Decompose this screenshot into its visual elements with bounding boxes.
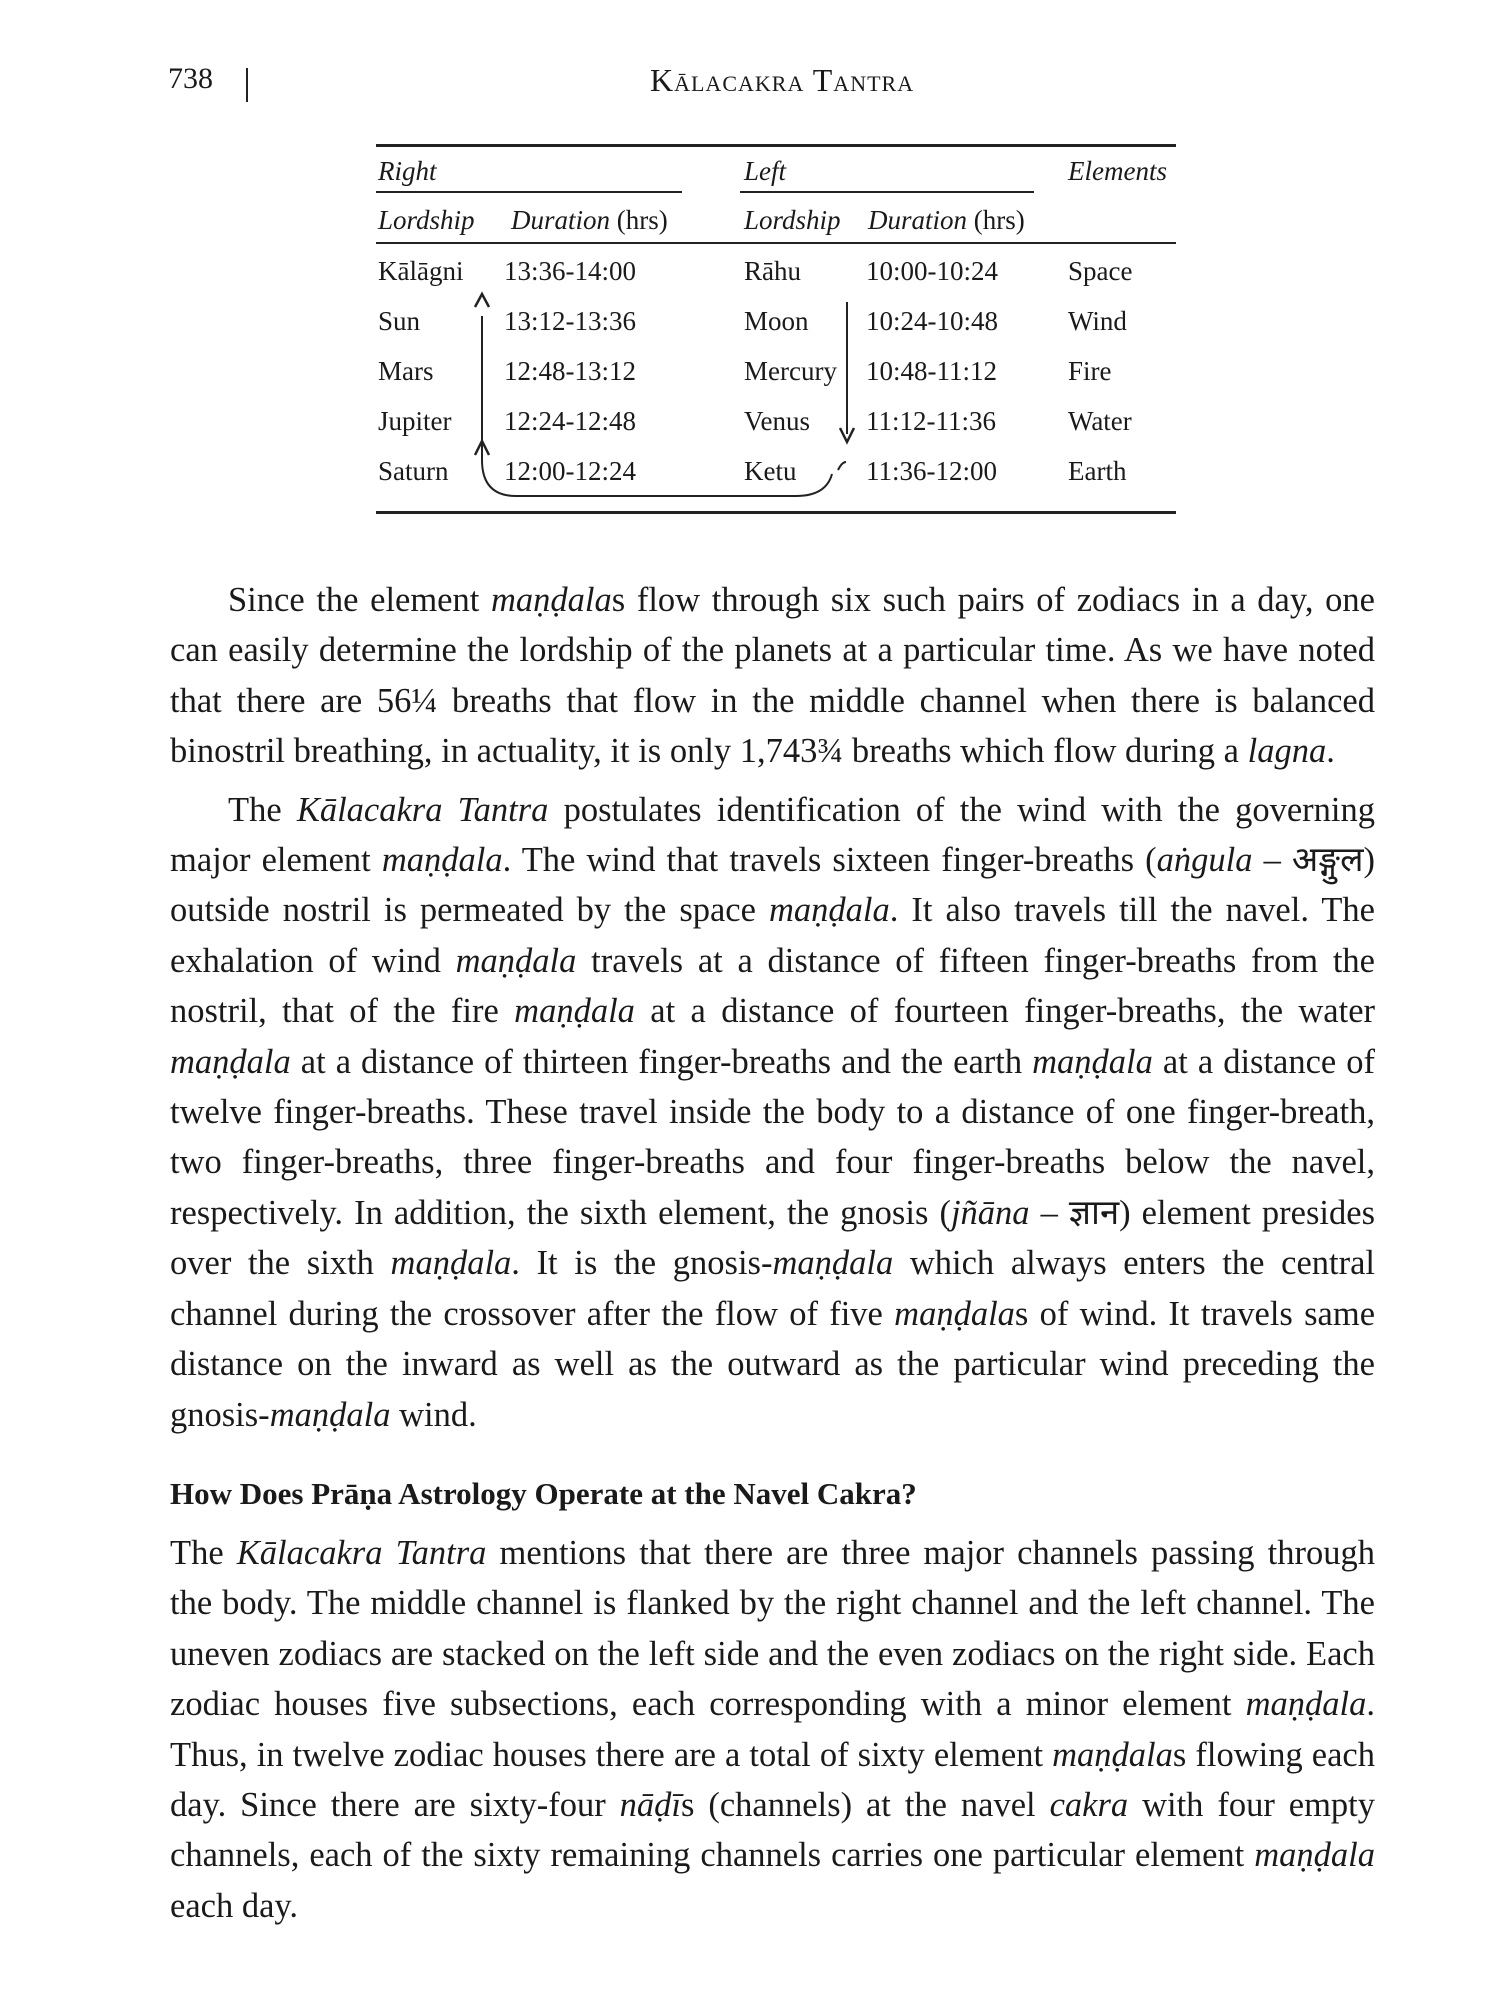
book-title: Kālacakra Tantra: [650, 62, 915, 98]
element-cell: Wind: [1068, 306, 1127, 336]
right-lordship-cell: Jupiter: [378, 406, 452, 436]
paragraph-1: Since the element maṇḍalas flow through six such pairs of zodiacs in a day, one can easily determine the lordship of the planets at a particular time. As we have noted that there are 56¼ breaths that flow in the middle channel when there is balanced binostril breathing, in actuality, it is only 1,743¾ breaths which flow during a lagna.: [170, 581, 1375, 771]
right-lordship-cell: Kālāgni: [378, 256, 464, 286]
right-duration-cell: 13:12-13:36: [504, 306, 636, 336]
section-heading: How Does Prāṇa Astrology Operate at the Navel Cakra?: [170, 1475, 917, 1511]
header-right-duration-unit: (hrs): [610, 205, 668, 235]
left-duration-cell: 11:12-11:36: [866, 406, 996, 436]
left-duration-cell: 10:00-10:24: [866, 256, 998, 286]
left-lordship-cell: Venus: [744, 406, 810, 436]
header-right: Right: [378, 156, 437, 186]
paragraph-2: The Kālacakra Tantra postulates identification of the wind with the governing major element maṇḍala. The wind that travels sixteen finger-breaths (aṅgula – अङ्गुल) outside nostril is permeated by the space maṇḍala. It also travels till the navel. The exhalation of wind maṇḍala travels at a distance of fifteen finger-breaths from the nostril, that of the fire maṇḍala at a distance of fourteen finger-breaths, the water maṇḍala at a distance of thirteen finger-breaths and the earth maṇḍala at a distance of twelve finger-breaths. These travel inside the body to a distance of one finger-breath, two finger-breaths, three finger-breaths and four finger-breaths below the navel, respectively. In addition, the sixth element, the gnosis (jñāna – ज्ञान) element presides over the sixth maṇḍala. It is the gnosis-maṇḍala which always enters the central channel during the crossover after the flow of five maṇḍalas of wind. It travels same distance on the inward as well as the outward as the particular wind preceding the gnosis-maṇḍala wind.: [170, 790, 1376, 1434]
page-number: 738: [168, 62, 213, 95]
left-duration-cell: 11:36-12:00: [866, 456, 997, 486]
right-duration-cell: 12:48-13:12: [504, 356, 636, 386]
right-duration-cell: 13:36-14:00: [504, 256, 636, 286]
left-duration-cell: 10:24-10:48: [866, 306, 998, 336]
right-duration-cell: 12:00-12:24: [504, 456, 636, 486]
flow-arrows: [376, 144, 1176, 516]
curve-hook: [838, 462, 846, 470]
running-head: [168, 62, 1368, 112]
header-left-duration-unit: (hrs): [967, 205, 1025, 235]
element-cell: Earth: [1068, 456, 1127, 486]
element-cell: Space: [1068, 256, 1133, 286]
lordship-table: [376, 144, 1176, 516]
header-left-duration-label: Duration: [868, 205, 968, 235]
left-duration-cell: 10:48-11:12: [866, 356, 997, 386]
right-duration-cell: 12:24-12:48: [504, 406, 636, 436]
header-left-lordship: Lordship: [744, 205, 841, 235]
element-cell: Water: [1068, 406, 1132, 436]
left-lordship-cell: Moon: [744, 306, 809, 336]
left-lordship-cell: Rāhu: [744, 256, 801, 286]
right-lordship-cell: Sun: [378, 306, 421, 336]
up-arrow-top-icon: [475, 294, 489, 307]
header-right-lordship: Lordship: [378, 205, 475, 235]
left-lordship-cell: Ketu: [744, 456, 797, 486]
header-left: Left: [744, 156, 787, 186]
paragraph-3: The Kālacakra Tantra mentions that there are three major channels passing through the body. The middle channel is flanked by the right channel and the left channel. The uneven zodiacs are stacked on the left side and the even zodiacs on the right side. Each zodiac houses five subsections, each corresponding with a minor element maṇḍala. Thus, in twelve zodiac houses there are a total of sixty element maṇḍalas flowing each day. Since there are sixty-four nāḍīs (channels) at the navel cakra with four empty channels, each of the sixty remaining channels carries one particular element maṇḍala each day.: [170, 1533, 1375, 1925]
header-elements: Elements: [1068, 156, 1167, 186]
right-lordship-cell: Saturn: [378, 456, 449, 486]
body-text: [170, 575, 1375, 1931]
left-lordship-cell: Mercury: [744, 356, 837, 386]
header-right-duration-label: Duration: [511, 205, 611, 235]
curved-connector: [482, 460, 832, 496]
element-cell: Fire: [1068, 356, 1112, 386]
right-lordship-cell: Mars: [378, 356, 434, 386]
